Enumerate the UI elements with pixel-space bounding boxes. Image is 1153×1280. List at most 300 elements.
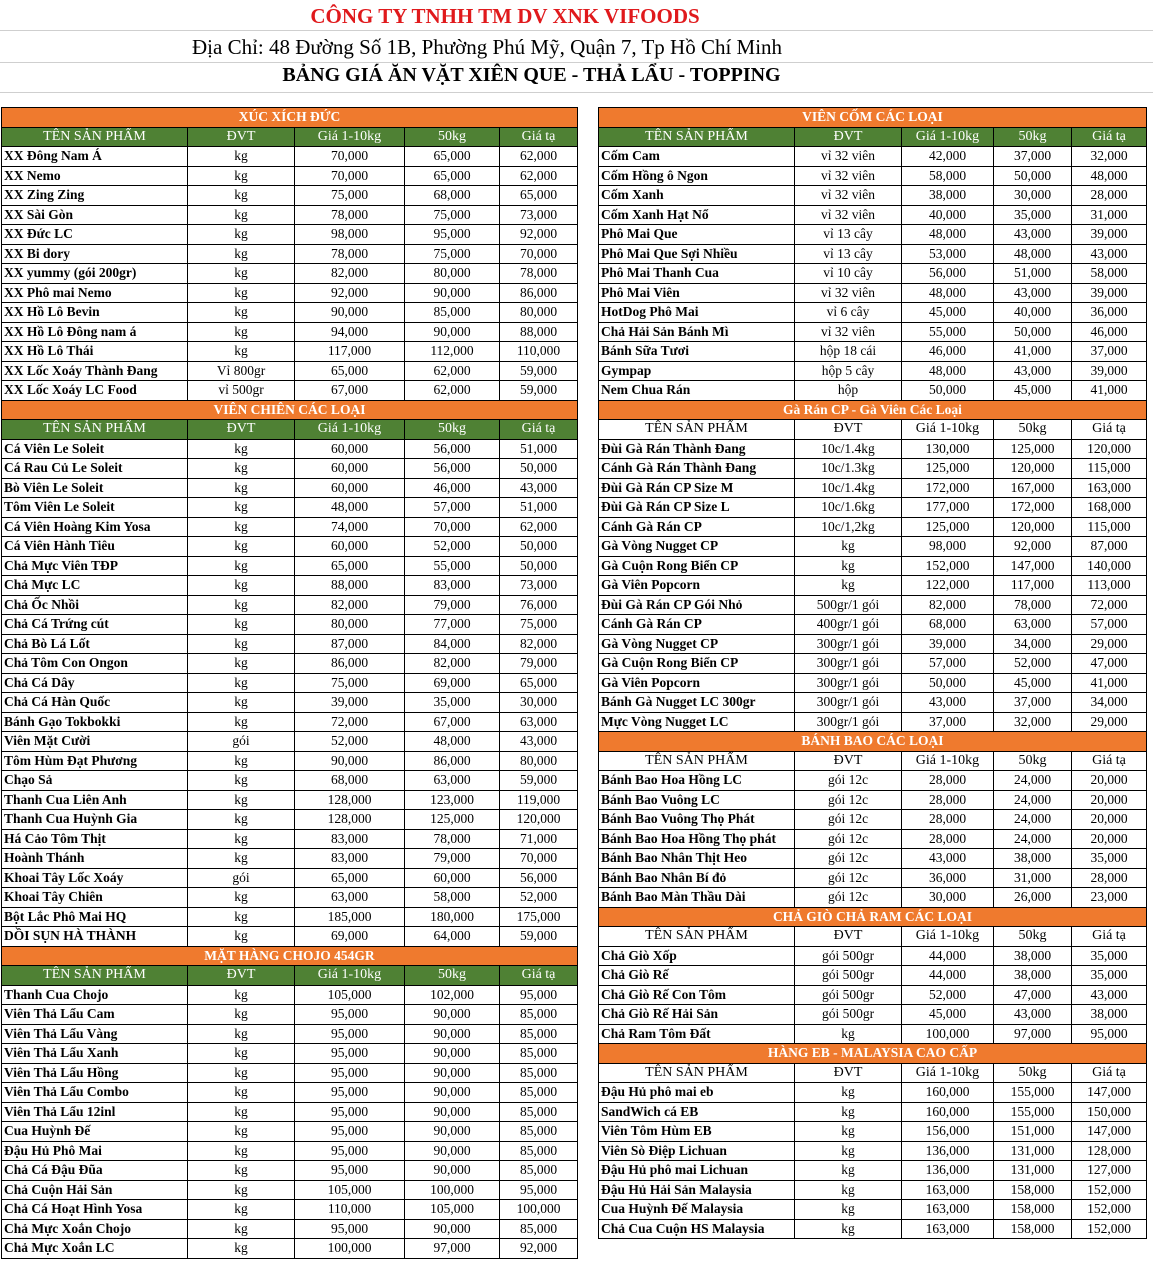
price-1-10kg: 185,000 [295, 907, 405, 927]
price-ta: 23,000 [1072, 888, 1147, 908]
price-ta: 50,000 [500, 537, 578, 557]
product-name: Chạo Sả [2, 771, 188, 791]
table-row [599, 985, 1147, 1005]
price-50kg: 24,000 [994, 810, 1072, 830]
table-row [2, 1161, 578, 1181]
section-title-row [599, 1044, 1147, 1064]
unit: kg [795, 1200, 902, 1220]
table-row [599, 361, 1147, 381]
table-row [2, 537, 578, 557]
price-1-10kg: 56,000 [902, 264, 994, 284]
price-1-10kg: 36,000 [902, 868, 994, 888]
document-header [0, 0, 1153, 104]
price-1-10kg: 60,000 [295, 459, 405, 479]
unit: vỉ 32 viên [795, 283, 902, 303]
price-1-10kg: 45,000 [902, 1005, 994, 1025]
table-row [2, 693, 578, 713]
unit: kg [188, 225, 295, 245]
price-1-10kg: 65,000 [295, 556, 405, 576]
table-row [2, 1219, 578, 1239]
price-ta: 73,000 [500, 205, 578, 225]
unit: 500gr/1 gói [795, 595, 902, 615]
product-name: Nem Chua Rán [599, 381, 795, 401]
product-name: XX Nemo [2, 166, 188, 186]
section-title: VIÊN CHIÊN CÁC LOẠI [2, 400, 578, 420]
product-name: Tôm Hùm Đạt Phương [2, 751, 188, 771]
product-name: Chả Giò Rế Con Tôm [599, 985, 795, 1005]
price-ta: 43,000 [1072, 985, 1147, 1005]
unit: kg [188, 693, 295, 713]
price-ta: 29,000 [1072, 634, 1147, 654]
col-price-ta-header: Giá tạ [1072, 420, 1147, 440]
price-ta: 59,000 [500, 771, 578, 791]
price-50kg: 90,000 [405, 1161, 500, 1181]
price-ta: 95,000 [500, 1180, 578, 1200]
unit: kg [188, 342, 295, 362]
price-50kg: 43,000 [994, 361, 1072, 381]
price-ta: 35,000 [1072, 966, 1147, 986]
product-name: XX Hồ Lô Đông nam á [2, 322, 188, 342]
price-50kg: 83,000 [405, 576, 500, 596]
product-name: Viên Thả Lẩu Cam [2, 1005, 188, 1025]
price-1-10kg: 60,000 [295, 439, 405, 459]
table-row [2, 907, 578, 927]
price-50kg: 120,000 [994, 459, 1072, 479]
price-50kg: 131,000 [994, 1141, 1072, 1161]
section-title-row [599, 400, 1147, 420]
table-row [2, 751, 578, 771]
table-row [599, 693, 1147, 713]
price-50kg: 46,000 [405, 478, 500, 498]
price-1-10kg: 48,000 [902, 361, 994, 381]
price-1-10kg: 125,000 [902, 459, 994, 479]
section-title: HÀNG EB - MALAYSIA CAO CẤP [599, 1044, 1147, 1064]
table-row [599, 303, 1147, 323]
product-name: Bánh Gạo Tokbokki [2, 712, 188, 732]
table-row [2, 1063, 578, 1083]
table-row [599, 576, 1147, 596]
price-ta: 20,000 [1072, 829, 1147, 849]
table-row [2, 1200, 578, 1220]
product-name: Chả Cá Hoạt Hình Yosa [2, 1200, 188, 1220]
table-row [599, 283, 1147, 303]
unit: kg [188, 1063, 295, 1083]
unit: 300gr/1 gói [795, 634, 902, 654]
price-1-10kg: 160,000 [902, 1102, 994, 1122]
unit: kg [188, 849, 295, 869]
col-unit-header: ĐVT [795, 751, 902, 771]
product-name: XX Đức LC [2, 225, 188, 245]
price-1-10kg: 30,000 [902, 888, 994, 908]
price-50kg: 69,000 [405, 673, 500, 693]
price-50kg: 158,000 [994, 1200, 1072, 1220]
price-50kg: 24,000 [994, 829, 1072, 849]
table-row [599, 771, 1147, 791]
col-price-1-10kg-header: Giá 1-10kg [902, 1063, 994, 1083]
table-row [2, 1239, 578, 1259]
price-ta: 41,000 [1072, 673, 1147, 693]
unit: kg [188, 1161, 295, 1181]
price-ta: 152,000 [1072, 1219, 1147, 1239]
price-1-10kg: 82,000 [295, 595, 405, 615]
price-ta: 140,000 [1072, 556, 1147, 576]
product-name: Đậu Hủ phô mai eb [599, 1083, 795, 1103]
product-name: XX Lốc Xoáy Thành Đang [2, 361, 188, 381]
product-name: XX Phô mai Nemo [2, 283, 188, 303]
section-title-row [2, 946, 578, 966]
price-ta: 43,000 [500, 478, 578, 498]
col-product-name-header: TÊN SẢN PHẨM [599, 927, 795, 947]
price-50kg: 125,000 [405, 810, 500, 830]
table-row [599, 439, 1147, 459]
product-name: Đùi Gà Rán Thành Đang [599, 439, 795, 459]
price-50kg: 77,000 [405, 615, 500, 635]
price-50kg: 50,000 [994, 322, 1072, 342]
unit: kg [795, 1219, 902, 1239]
unit: gói 500gr [795, 985, 902, 1005]
unit: vỉ 32 viên [795, 186, 902, 206]
price-ta: 115,000 [1072, 459, 1147, 479]
price-ta: 50,000 [500, 459, 578, 479]
unit: kg [188, 264, 295, 284]
unit: kg [188, 595, 295, 615]
table-row [599, 946, 1147, 966]
price-1-10kg: 95,000 [295, 1083, 405, 1103]
product-name: Chả Tôm Con Ongon [2, 654, 188, 674]
price-50kg: 90,000 [405, 322, 500, 342]
product-name: Cá Rau Củ Le Soleit [2, 459, 188, 479]
price-ta: 46,000 [1072, 322, 1147, 342]
product-name: Chả Cá Hàn Quốc [2, 693, 188, 713]
table-row [599, 654, 1147, 674]
table-row [599, 537, 1147, 557]
table-row [2, 576, 578, 596]
price-50kg: 41,000 [994, 342, 1072, 362]
product-name: Chả Ram Tôm Đất [599, 1024, 795, 1044]
product-name: Chả Mực LC [2, 576, 188, 596]
table-row [2, 244, 578, 264]
column-header-row [599, 420, 1147, 440]
table-row [2, 927, 578, 947]
unit: kg [188, 907, 295, 927]
unit: kg [188, 244, 295, 264]
product-name: Bột Lắc Phô Mai HQ [2, 907, 188, 927]
unit: kg [188, 654, 295, 674]
price-1-10kg: 50,000 [902, 381, 994, 401]
unit: kg [188, 1024, 295, 1044]
product-name: Gà Viên Popcorn [599, 576, 795, 596]
price-50kg: 65,000 [405, 147, 500, 167]
unit: kg [795, 1122, 902, 1142]
price-1-10kg: 48,000 [902, 283, 994, 303]
section-title-row [2, 400, 578, 420]
product-name: DỒI SỤN HÀ THÀNH [2, 927, 188, 947]
column-header-row [599, 127, 1147, 147]
price-ta: 79,000 [500, 654, 578, 674]
table-row [2, 556, 578, 576]
product-name: Phô Mai Thanh Cua [599, 264, 795, 284]
price-50kg: 97,000 [994, 1024, 1072, 1044]
section-title: MẶT HÀNG CHOJO 454GR [2, 946, 578, 966]
price-ta: 58,000 [1072, 264, 1147, 284]
price-1-10kg: 100,000 [295, 1239, 405, 1259]
price-1-10kg: 95,000 [295, 1161, 405, 1181]
price-1-10kg: 92,000 [295, 283, 405, 303]
price-ta: 51,000 [500, 498, 578, 518]
price-1-10kg: 95,000 [295, 1063, 405, 1083]
unit: gói 500gr [795, 1005, 902, 1025]
col-product-name-header: TÊN SẢN PHẨM [599, 127, 795, 147]
col-price-1-10kg-header: Giá 1-10kg [902, 127, 994, 147]
price-1-10kg: 95,000 [295, 1219, 405, 1239]
col-product-name-header: TÊN SẢN PHẨM [599, 420, 795, 440]
column-header-row [2, 420, 578, 440]
price-ta: 76,000 [500, 595, 578, 615]
product-name: Viên Thả Lẩu Vàng [2, 1024, 188, 1044]
unit: 10c/1.3kg [795, 459, 902, 479]
table-row [2, 225, 578, 245]
price-1-10kg: 117,000 [295, 342, 405, 362]
price-50kg: 84,000 [405, 634, 500, 654]
price-ta: 88,000 [500, 322, 578, 342]
price-ta: 71,000 [500, 829, 578, 849]
price-50kg: 30,000 [994, 186, 1072, 206]
section-title: CHẢ GIÒ CHẢ RAM CÁC LOẠI [599, 907, 1147, 927]
table-row [2, 439, 578, 459]
product-name: Mực Vòng Nugget LC [599, 712, 795, 732]
table-row [2, 712, 578, 732]
price-50kg: 62,000 [405, 361, 500, 381]
price-ta: 73,000 [500, 576, 578, 596]
price-ta: 87,000 [1072, 537, 1147, 557]
price-50kg: 123,000 [405, 790, 500, 810]
section-title-row [599, 108, 1147, 128]
price-ta: 47,000 [1072, 654, 1147, 674]
price-50kg: 147,000 [994, 556, 1072, 576]
table-row [599, 1083, 1147, 1103]
price-1-10kg: 68,000 [902, 615, 994, 635]
table-row [2, 1083, 578, 1103]
price-50kg: 90,000 [405, 1024, 500, 1044]
price-50kg: 56,000 [405, 459, 500, 479]
table-row [599, 673, 1147, 693]
price-50kg: 90,000 [405, 1083, 500, 1103]
product-name: Chả Giò Xốp [599, 946, 795, 966]
unit: kg [188, 283, 295, 303]
price-ta: 39,000 [1072, 225, 1147, 245]
price-ta: 150,000 [1072, 1102, 1147, 1122]
product-name: Bánh Sữa Tươi [599, 342, 795, 362]
unit: kg [188, 927, 295, 947]
price-1-10kg: 88,000 [295, 576, 405, 596]
price-ta: 39,000 [1072, 361, 1147, 381]
col-unit-header: ĐVT [795, 420, 902, 440]
product-name: Chả Ốc Nhồi [2, 595, 188, 615]
table-row [599, 790, 1147, 810]
unit: kg [188, 751, 295, 771]
unit: kg [188, 634, 295, 654]
price-ta: 152,000 [1072, 1180, 1147, 1200]
right-price-column [598, 107, 1147, 1239]
price-1-10kg: 58,000 [902, 166, 994, 186]
price-50kg: 43,000 [994, 283, 1072, 303]
unit: gói [188, 868, 295, 888]
price-50kg: 90,000 [405, 1044, 500, 1064]
section-title: VIÊN CỐM CÁC LOẠI [599, 108, 1147, 128]
price-50kg: 26,000 [994, 888, 1072, 908]
product-name: Thanh Cua Chojo [2, 985, 188, 1005]
col-unit-header: ĐVT [795, 927, 902, 947]
price-50kg: 78,000 [994, 595, 1072, 615]
price-50kg: 90,000 [405, 1219, 500, 1239]
table-row [2, 381, 578, 401]
product-name: Cá Viên Hành Tiêu [2, 537, 188, 557]
table-row [599, 849, 1147, 869]
price-50kg: 45,000 [994, 673, 1072, 693]
product-name: Cốm Cam [599, 147, 795, 167]
price-50kg: 102,000 [405, 985, 500, 1005]
table-row [2, 810, 578, 830]
table-row [599, 868, 1147, 888]
price-ta: 65,000 [500, 186, 578, 206]
unit: kg [795, 556, 902, 576]
unit: kg [795, 537, 902, 557]
col-price-50kg-header: 50kg [994, 751, 1072, 771]
price-1-10kg: 44,000 [902, 946, 994, 966]
product-name: Chả Cua Cuộn HS Malaysia [599, 1219, 795, 1239]
price-ta: 110,000 [500, 342, 578, 362]
unit: 300gr/1 gói [795, 654, 902, 674]
price-50kg: 117,000 [994, 576, 1072, 596]
price-ta: 82,000 [500, 634, 578, 654]
product-name: Cánh Gà Rán Thành Đang [599, 459, 795, 479]
unit: hộp [795, 381, 902, 401]
product-name: Viên Mặt Cười [2, 732, 188, 752]
unit: vỉ 32 viên [795, 205, 902, 225]
price-ta: 62,000 [500, 147, 578, 167]
price-1-10kg: 75,000 [295, 673, 405, 693]
price-ta: 70,000 [500, 244, 578, 264]
price-1-10kg: 48,000 [295, 498, 405, 518]
product-name: Bánh Bao Màn Thầu Dài [599, 888, 795, 908]
price-50kg: 131,000 [994, 1161, 1072, 1181]
product-name: Cá Viên Le Soleit [2, 439, 188, 459]
price-50kg: 64,000 [405, 927, 500, 947]
price-50kg: 97,000 [405, 1239, 500, 1259]
price-50kg: 90,000 [405, 1122, 500, 1142]
price-50kg: 43,000 [994, 225, 1072, 245]
column-header-row [2, 127, 578, 147]
price-1-10kg: 95,000 [295, 1044, 405, 1064]
price-ta: 28,000 [1072, 868, 1147, 888]
price-ta: 85,000 [500, 1063, 578, 1083]
price-ta: 175,000 [500, 907, 578, 927]
price-1-10kg: 94,000 [295, 322, 405, 342]
table-row [2, 1005, 578, 1025]
price-1-10kg: 87,000 [295, 634, 405, 654]
table-row [599, 888, 1147, 908]
price-1-10kg: 95,000 [295, 1024, 405, 1044]
price-1-10kg: 60,000 [295, 478, 405, 498]
price-ta: 32,000 [1072, 147, 1147, 167]
price-1-10kg: 48,000 [902, 225, 994, 245]
price-1-10kg: 65,000 [295, 868, 405, 888]
table-row [2, 595, 578, 615]
price-1-10kg: 98,000 [295, 225, 405, 245]
price-50kg: 51,000 [994, 264, 1072, 284]
price-1-10kg: 46,000 [902, 342, 994, 362]
price-ta: 168,000 [1072, 498, 1147, 518]
col-price-ta-header: Giá tạ [1072, 927, 1147, 947]
price-1-10kg: 63,000 [295, 888, 405, 908]
left-price-column [1, 107, 578, 1259]
unit: kg [188, 576, 295, 596]
price-50kg: 48,000 [994, 244, 1072, 264]
table-row [2, 985, 578, 1005]
product-name: Cốm Hồng ô Ngon [599, 166, 795, 186]
col-unit-header: ĐVT [795, 127, 902, 147]
table-row [2, 147, 578, 167]
unit: gói 12c [795, 888, 902, 908]
price-1-10kg: 67,000 [295, 381, 405, 401]
price-50kg: 63,000 [994, 615, 1072, 635]
price-50kg: 90,000 [405, 1063, 500, 1083]
price-50kg: 24,000 [994, 771, 1072, 791]
unit: gói 12c [795, 771, 902, 791]
unit: kg [188, 537, 295, 557]
section-title: Gà Rán CP - Gà Viên Các Loại [599, 400, 1147, 420]
product-name: Cánh Gà Rán CP [599, 615, 795, 635]
table-row [599, 810, 1147, 830]
price-50kg: 80,000 [405, 264, 500, 284]
price-ta: 20,000 [1072, 810, 1147, 830]
table-row [2, 303, 578, 323]
unit: kg [795, 1161, 902, 1181]
product-name: XX Zing Zing [2, 186, 188, 206]
col-price-1-10kg-header: Giá 1-10kg [295, 966, 405, 986]
product-name: Đậu Hủ phô mai Lichuan [599, 1161, 795, 1181]
table-row [2, 459, 578, 479]
product-name: XX Sài Gòn [2, 205, 188, 225]
price-50kg: 180,000 [405, 907, 500, 927]
col-price-50kg-header: 50kg [994, 927, 1072, 947]
product-name: XX Lốc Xoáy LC Food [2, 381, 188, 401]
price-1-10kg: 83,000 [295, 829, 405, 849]
table-row [599, 166, 1147, 186]
unit: kg [188, 985, 295, 1005]
price-list-title: BẢNG GIÁ ĂN VẶT XIÊN QUE - THẢ LẨU - TOPPING [282, 64, 781, 86]
product-name: Bánh Bao Vuông Thọ Phát [599, 810, 795, 830]
product-name: Chả Cá Trứng cút [2, 615, 188, 635]
price-ta: 51,000 [500, 439, 578, 459]
price-ta: 20,000 [1072, 790, 1147, 810]
unit: kg [795, 576, 902, 596]
table-row [599, 478, 1147, 498]
product-name: Bánh Bao Nhân Thịt Heo [599, 849, 795, 869]
unit: kg [188, 205, 295, 225]
price-1-10kg: 128,000 [295, 790, 405, 810]
product-name: Chả Mực Xoắn Chojo [2, 1219, 188, 1239]
table-row [599, 459, 1147, 479]
unit: 10c/1.4kg [795, 439, 902, 459]
table-row [599, 264, 1147, 284]
unit: kg [188, 673, 295, 693]
unit: kg [188, 147, 295, 167]
price-1-10kg: 44,000 [902, 966, 994, 986]
price-1-10kg: 122,000 [902, 576, 994, 596]
sheet-gridline [0, 30, 1153, 31]
price-1-10kg: 39,000 [295, 693, 405, 713]
